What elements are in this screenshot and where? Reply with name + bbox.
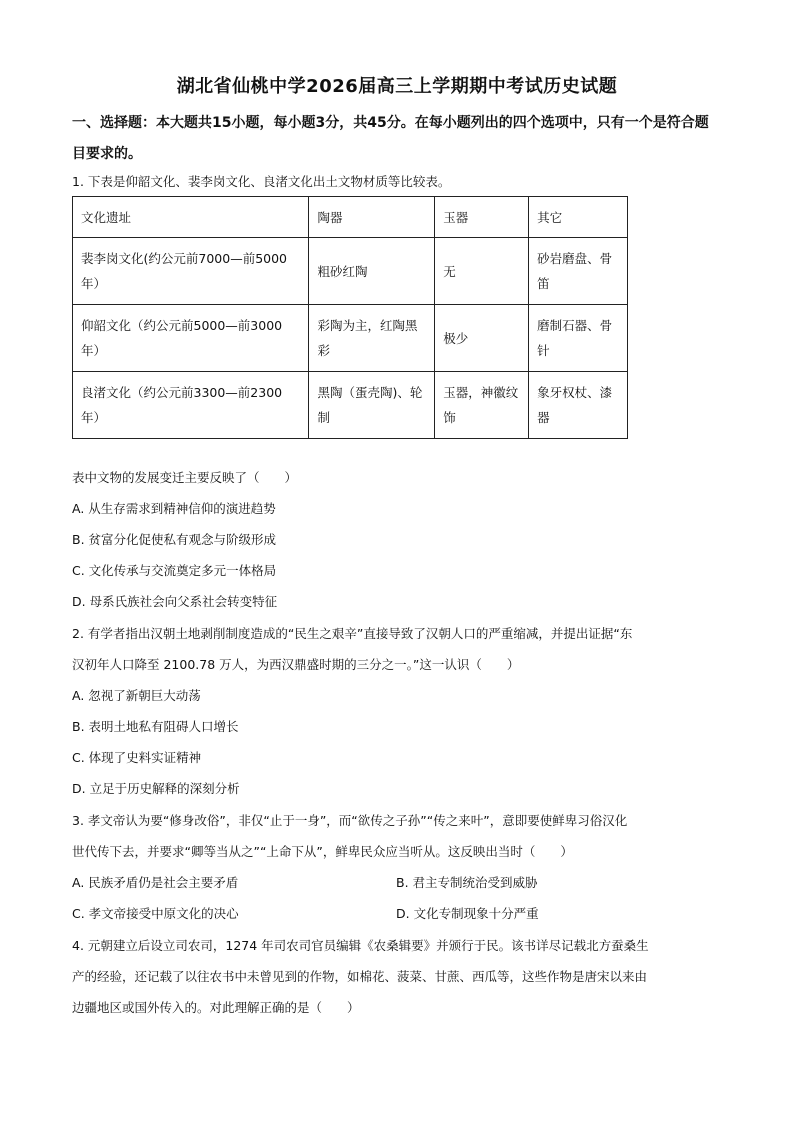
- table-row: [73, 305, 628, 372]
- q2-stem-line1: 2. 有学者指出汉朝土地剥削制度造成的“民生之艰辛”直接导致了汉朝人口的严重缩减，并提出证据“东: [72, 626, 633, 641]
- table-cell: 象牙权杖、漆器: [529, 372, 628, 439]
- table-header-row: [73, 197, 628, 238]
- table-cell: 玉器，神徽纹饰: [435, 372, 529, 439]
- table-cell: 裴李岗文化(约公元前7000—前5000年）: [73, 238, 309, 305]
- q1-option-b: B. 贫富分化促使私有观念与阶级形成: [72, 532, 277, 547]
- q4-stem-line3: 边疆地区或国外传入的。对此理解正确的是（ ）: [72, 1000, 360, 1015]
- q2-stem-line2: 汉初年人口降至 2100.78 万人，为西汉鼎盛时期的三分之一。”这一认识（ ）: [72, 657, 520, 672]
- q3-option-b: B. 君主专制统治受到威胁: [396, 875, 538, 890]
- table-cell: 砂岩磨盘、骨笛: [529, 238, 628, 305]
- q3-option-a: A. 民族矛盾仍是社会主要矛盾: [72, 875, 239, 890]
- table-cell: 无: [435, 238, 529, 305]
- q1-option-a: A. 从生存需求到精神信仰的演进趋势: [72, 501, 276, 516]
- table-cell: 粗砂红陶: [309, 238, 435, 305]
- q2-option-d: D. 立足于历史解释的深刻分析: [72, 781, 240, 796]
- table-row: [73, 238, 628, 305]
- table-cell: 彩陶为主，红陶黑彩: [309, 305, 435, 372]
- table-header-cell: 陶器: [309, 197, 435, 238]
- q1-question: 表中文物的发展变迁主要反映了（ ）: [72, 470, 298, 485]
- section-heading: 一、选择题：本大题共15小题，每小题3分，共45分。在每小题列出的四个选项中，只有一个是符合题目要求的。: [72, 115, 709, 162]
- table-header-cell: 文化遗址: [73, 197, 309, 238]
- table-cell: 极少: [435, 305, 529, 372]
- q1-option-c: C. 文化传承与交流奠定多元一体格局: [72, 563, 277, 578]
- q2-option-b: B. 表明土地私有阻碍人口增长: [72, 719, 239, 734]
- q4-stem-line1: 4. 元朝建立后设立司农司，1274 年司农司官员编辑《农桑辑要》并颁行于民。该书详尽记载北方蚕桑生: [72, 938, 649, 953]
- table-header-cell: 玉器: [435, 197, 529, 238]
- q3-option-c: C. 孝文帝接受中原文化的决心: [72, 906, 239, 921]
- table-header-cell: 其它: [529, 197, 628, 238]
- table-row: [73, 372, 628, 439]
- artifact-comparison-table: [72, 196, 628, 439]
- q1-stem: 1. 下表是仰韶文化、裴李岗文化、良渚文化出土文物材质等比较表。: [72, 174, 451, 189]
- q3-stem-line1: 3. 孝文帝认为要“修身改俗”，非仅“止于一身”，而“欲传之子孙”“传之来叶”，意即要使鲜卑习俗汉化: [72, 813, 628, 828]
- exam-title: 湖北省仙桃中学2026届高三上学期期中考试历史试题: [176, 76, 618, 97]
- q2-option-c: C. 体现了史料实证精神: [72, 750, 202, 765]
- table-cell: 仰韶文化（约公元前5000—前3000年）: [73, 305, 309, 372]
- q1-option-d: D. 母系氏族社会向父系社会转变特征: [72, 594, 278, 609]
- q2-option-a: A. 忽视了新朝巨大动荡: [72, 688, 201, 703]
- table-cell: 良渚文化（约公元前3300—前2300年）: [73, 372, 309, 439]
- table-cell: 磨制石器、骨针: [529, 305, 628, 372]
- q4-stem-line2: 产的经验，还记载了以往农书中未曾见到的作物，如棉花、菠菜、甘蔗、西瓜等，这些作物是唐宋以来由: [72, 969, 648, 984]
- q3-stem-line2: 世代传下去，并要求“卿等当从之”“上命下从”，鲜卑民众应当听从。这反映出当时（ ）: [72, 844, 573, 859]
- table-cell: 黑陶（蛋壳陶)、轮制: [309, 372, 435, 439]
- q3-option-d: D. 文化专制现象十分严重: [396, 906, 539, 921]
